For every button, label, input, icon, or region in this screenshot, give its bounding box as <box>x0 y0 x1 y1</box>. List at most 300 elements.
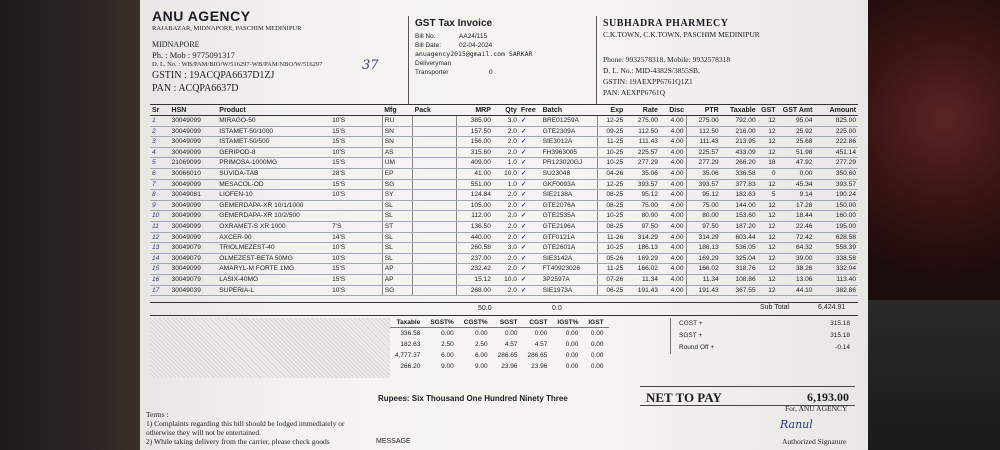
table-cell: SU23048 <box>541 168 597 179</box>
table-cell: 111.43 <box>686 137 721 148</box>
table-cell: 166.02 <box>686 264 721 275</box>
tax-cell: 9.00 <box>474 363 488 370</box>
table-cell: SG <box>382 285 412 296</box>
table-cell: 4.00 <box>660 116 686 127</box>
table-cell: 30049099 <box>170 116 218 127</box>
table-cell: PRIMOSA-1000MG <box>217 158 330 169</box>
table-cell: ✓ <box>519 232 541 243</box>
invoice-title: GST Tax Invoice <box>415 18 493 29</box>
table-cell: ✓ <box>519 221 541 232</box>
table-cell: 350.60 <box>814 168 858 179</box>
table-cell: MIRAGO-50 <box>217 116 330 127</box>
deliveryman-label: Deliveryman <box>415 60 452 67</box>
table-cell: 195.00 <box>814 221 858 232</box>
tax-col-header: CGST% <box>459 318 493 328</box>
table-cell: GTE2076A <box>541 200 597 211</box>
col-header: Taxable <box>721 105 758 116</box>
col-header: PTR <box>686 105 721 116</box>
table-cell: 05-26 <box>597 253 625 264</box>
table-cell: 277.29 <box>814 158 858 169</box>
col-header: Free <box>519 105 541 116</box>
authorized-signature-label: Authorized Signature <box>782 437 847 446</box>
table-cell: 2.0 <box>493 253 519 264</box>
tax-col-header: IGST <box>583 318 608 328</box>
col-header: GST Amt <box>778 105 815 116</box>
table-cell <box>413 211 456 222</box>
table-cell: 169.29 <box>625 253 660 264</box>
table-cell: 314.29 <box>625 232 660 243</box>
table-cell: 16 <box>150 274 170 285</box>
seller-email: anuagency2015@gmail.com SARKAR <box>415 50 533 58</box>
tax-cell: 286.65 <box>497 352 518 359</box>
invoice-paper <box>140 0 868 450</box>
table-cell: 5 <box>150 158 170 169</box>
table-row <box>150 243 858 254</box>
table-cell: 12 <box>758 221 778 232</box>
cgst-value: 315.18 <box>830 320 850 327</box>
table-cell: ✓ <box>519 211 541 222</box>
table-cell: 182.63 <box>721 190 758 201</box>
table-cell: AP <box>382 264 412 275</box>
table-cell: 153.60 <box>721 211 758 222</box>
table-cell: 97.50 <box>625 221 660 232</box>
table-cell: 08-25 <box>597 221 625 232</box>
table-cell: 385.00 <box>456 116 493 127</box>
sgst-label: SGST + <box>679 332 703 339</box>
table-cell: 12 <box>758 274 778 285</box>
table-cell: 12 <box>150 232 170 243</box>
table-cell: SG <box>382 179 412 190</box>
table-cell: 4.00 <box>660 147 686 158</box>
table-cell: ✓ <box>519 158 541 169</box>
term-2: 2) While taking delivery from the carrier, please check goods <box>146 437 330 446</box>
backdrop-right <box>860 0 1000 300</box>
tax-cell: 182.63 <box>400 341 421 348</box>
col-header: HSN <box>170 105 218 116</box>
items-body <box>150 116 858 296</box>
table-cell: 186.13 <box>625 243 660 254</box>
table-row <box>150 147 858 158</box>
table-cell: SL <box>382 200 412 211</box>
col-header: Rate <box>625 105 660 116</box>
net-to-pay-value: 6,193.00 <box>807 390 849 404</box>
table-cell: 536.05 <box>721 243 758 254</box>
table-cell: 440.00 <box>456 232 493 243</box>
tax-cell: 23.96 <box>531 363 548 370</box>
table-cell: 13 <box>150 243 170 254</box>
table-cell: 113.40 <box>814 274 858 285</box>
email-row <box>415 50 595 59</box>
buyer-pan: PAN: AEXPP6761Q <box>603 88 666 97</box>
table-cell: 47.92 <box>778 158 815 169</box>
table-cell: 15'S <box>330 158 382 169</box>
col-header: MRP <box>456 105 493 116</box>
table-cell: 80.00 <box>625 211 660 222</box>
table-cell: SY <box>382 190 412 201</box>
table-cell: 111.43 <box>625 137 660 148</box>
table-cell: 12 <box>758 253 778 264</box>
tax-cell: 0.00 <box>590 330 604 337</box>
seller-pan: PAN : ACQPA6637D <box>152 83 239 94</box>
table-cell: 10.0 <box>493 274 519 285</box>
table-cell <box>413 126 456 137</box>
table-cell: 35.06 <box>686 168 721 179</box>
col-header: Batch <box>541 105 597 116</box>
table-cell: 237.00 <box>456 253 493 264</box>
table-cell: 11-25 <box>597 264 625 275</box>
table-cell: GKF0093A <box>541 179 597 190</box>
table-cell: 10-25 <box>597 211 625 222</box>
table-cell: SUVIDA-TAB <box>217 168 330 179</box>
table-cell: 10 <box>150 211 170 222</box>
tax-cell: 286.65 <box>527 352 548 359</box>
table-cell: 275.00 <box>686 116 721 127</box>
table-cell: 4.00 <box>660 190 686 201</box>
table-cell: 12 <box>758 200 778 211</box>
table-cell: 7 <box>150 179 170 190</box>
table-cell: SIE1973A <box>541 285 597 296</box>
table-cell: 44.10 <box>778 285 815 296</box>
table-cell: 04-26 <box>597 168 625 179</box>
seller-gstin: GSTIN : 19ACQPA6637D1ZJ <box>152 70 275 81</box>
header-divider <box>596 16 597 104</box>
bill-no-label: Bill No. <box>415 33 436 40</box>
table-cell <box>413 253 456 264</box>
table-row <box>150 264 858 275</box>
invoice-meta <box>415 18 595 77</box>
table-cell: 14 <box>150 253 170 264</box>
table-row <box>150 158 858 169</box>
table-cell <box>413 116 456 127</box>
table-cell: 12 <box>758 232 778 243</box>
header-divider <box>408 16 409 104</box>
seller-phone: Ph. : Mob : 9775091317 <box>152 50 235 60</box>
table-cell: 551.00 <box>456 179 493 190</box>
table-cell: 18.44 <box>778 211 815 222</box>
table-cell: 1.0 <box>493 158 519 169</box>
tax-col-header: CGST <box>523 318 553 328</box>
table-cell <box>413 137 456 148</box>
table-cell: 191.43 <box>625 285 660 296</box>
cgst-label: CGST + <box>679 320 703 327</box>
terms-title: Terms : <box>146 410 169 419</box>
table-cell: 225.57 <box>625 147 660 158</box>
table-cell: 4.00 <box>660 274 686 285</box>
tax-cell: 0.00 <box>534 330 548 337</box>
transporter-value: 0 <box>489 69 493 76</box>
totals-rule <box>150 302 858 303</box>
table-cell: 4.00 <box>660 221 686 232</box>
table-cell: 136.50 <box>456 221 493 232</box>
table-cell: 15'S <box>330 274 382 285</box>
backdrop-right-bottom <box>860 300 1000 450</box>
col-header: Exp <box>597 105 625 116</box>
table-cell: 25.68 <box>778 137 815 148</box>
table-cell: 4.00 <box>660 232 686 243</box>
seller-block <box>152 8 407 94</box>
buyer-name: SUBHADRA PHARMECY <box>603 18 729 29</box>
table-cell: 12-25 <box>597 179 625 190</box>
table-cell: 30049099 <box>170 221 218 232</box>
table-cell: 9.14 <box>778 190 815 201</box>
tax-cell: 2.50 <box>474 341 488 348</box>
total-free: 0.0 <box>552 305 562 312</box>
table-cell: 4.00 <box>660 264 686 275</box>
table-cell: FT40923026 <box>541 264 597 275</box>
table-row <box>150 274 858 285</box>
table-cell: ✓ <box>519 200 541 211</box>
table-cell: 12 <box>758 137 778 148</box>
table-cell <box>413 158 456 169</box>
table-cell <box>413 179 456 190</box>
table-row <box>150 200 858 211</box>
table-cell: 30049099 <box>170 232 218 243</box>
table-cell: 112.50 <box>686 126 721 137</box>
net-to-pay-label: NET TO PAY <box>646 390 722 405</box>
table-cell: 275.00 <box>625 116 660 127</box>
table-row <box>150 211 858 222</box>
table-cell: 603.44 <box>721 232 758 243</box>
table-row <box>150 232 858 243</box>
table-cell: 232.42 <box>456 264 493 275</box>
seller-city: MIDNAPORE <box>152 40 200 49</box>
round-off-value: -0.14 <box>835 344 850 351</box>
table-cell: 7'S <box>330 221 382 232</box>
table-cell: 377.83 <box>721 179 758 190</box>
table-cell: 30049099 <box>170 264 218 275</box>
for-company: For, ANU AGENCY <box>785 404 848 413</box>
table-cell: 2.0 <box>493 200 519 211</box>
table-cell: 213.95 <box>721 137 758 148</box>
col-header <box>330 105 382 116</box>
table-cell: 2.0 <box>493 264 519 275</box>
table-cell: ✓ <box>519 168 541 179</box>
table-cell: ST <box>382 221 412 232</box>
table-cell: 4.00 <box>660 168 686 179</box>
table-cell: 10.0 <box>493 168 519 179</box>
table-cell: 156.00 <box>456 137 493 148</box>
tax-cell: 336.58 <box>400 330 421 337</box>
table-cell: 266.20 <box>721 158 758 169</box>
table-cell: 12 <box>758 264 778 275</box>
table-cell: 558.39 <box>814 243 858 254</box>
table-cell: ✓ <box>519 190 541 201</box>
table-cell: 15'S <box>330 179 382 190</box>
signature: Ranul <box>780 418 813 431</box>
table-cell: 30049079 <box>170 243 218 254</box>
table-cell <box>413 168 456 179</box>
handwritten-note: 37 <box>362 58 379 73</box>
tax-cell: 0.00 <box>565 352 579 359</box>
sgst-value: 315.18 <box>830 332 850 339</box>
table-cell: PR123020GJ <box>541 158 597 169</box>
table-cell: AP <box>382 274 412 285</box>
table-cell: ISTAMET-50/1000 <box>217 126 330 137</box>
table-cell: 2 <box>150 126 170 137</box>
table-cell: SN <box>382 137 412 148</box>
tax-header-row <box>390 318 609 328</box>
terms-block <box>146 410 376 446</box>
table-cell: 15'S <box>330 126 382 137</box>
transporter-row <box>415 68 595 77</box>
table-cell: SL <box>382 253 412 264</box>
table-cell: 393.57 <box>686 179 721 190</box>
table-cell: 12 <box>758 116 778 127</box>
table-cell: 108.86 <box>721 274 758 285</box>
table-cell: 4.00 <box>660 158 686 169</box>
table-cell: 10'S <box>330 285 382 296</box>
table-row <box>150 116 858 127</box>
table-cell: 315.60 <box>456 147 493 158</box>
table-cell: 39.00 <box>778 253 815 264</box>
table-row <box>150 190 858 201</box>
table-cell: 06-25 <box>597 285 625 296</box>
tax-cell: 6.00 <box>441 352 454 359</box>
table-cell: 18 <box>758 158 778 169</box>
table-cell: ✓ <box>519 243 541 254</box>
tax-row <box>390 350 609 361</box>
table-cell: 15.12 <box>456 274 493 285</box>
table-cell: 277.29 <box>625 158 660 169</box>
table-cell: 2.0 <box>493 147 519 158</box>
table-cell: AMARYL-M FORTE 1MG <box>217 264 330 275</box>
table-cell: 225.57 <box>686 147 721 158</box>
tax-row <box>390 339 609 350</box>
table-cell: 38.26 <box>778 264 815 275</box>
table-cell: ✓ <box>519 137 541 148</box>
table-cell: SIE2138A <box>541 190 597 201</box>
table-cell <box>330 200 382 211</box>
table-cell: 30049099 <box>170 126 218 137</box>
table-cell: 169.29 <box>686 253 721 264</box>
tax-cell: 0.00 <box>474 330 488 337</box>
net-to-pay-box <box>640 386 855 406</box>
table-cell: 367.55 <box>721 285 758 296</box>
table-cell: 12 <box>758 126 778 137</box>
table-cell: MESACOL-OD <box>217 179 330 190</box>
table-cell: 97.50 <box>686 221 721 232</box>
table-cell: 95.12 <box>686 190 721 201</box>
seller-name: ANU AGENCY <box>152 8 251 24</box>
table-cell: 30049079 <box>170 274 218 285</box>
table-cell: 628.58 <box>814 232 858 243</box>
tax-cell: 4.57 <box>534 341 548 348</box>
table-cell: 11.34 <box>686 274 721 285</box>
table-cell: 144.00 <box>721 200 758 211</box>
table-cell: 187.20 <box>721 221 758 232</box>
table-cell: 124.84 <box>456 190 493 201</box>
table-cell: TRIOLMEZEST-40 <box>217 243 330 254</box>
seller-dl: D. L. No. : WB/PAM/BIO/W/516297-WB/PAM/NBO/W/516297 <box>152 61 323 68</box>
buyer-address: C.K.TOWN, C.K.TOWN, PASCHIM MEDINIPUR <box>603 30 760 39</box>
table-cell: 15'S <box>330 264 382 275</box>
table-cell: ✓ <box>519 285 541 296</box>
table-cell: 12 <box>758 285 778 296</box>
table-cell: FH3963005 <box>541 147 597 158</box>
table-cell: SN <box>382 126 412 137</box>
table-cell: 95.12 <box>625 190 660 201</box>
table-cell: 338.58 <box>814 253 858 264</box>
table-cell: 10-25 <box>597 147 625 158</box>
table-cell: 451.14 <box>814 147 858 158</box>
items-table <box>150 104 858 296</box>
table-cell: 1.0 <box>493 179 519 190</box>
table-cell: 3.0 <box>493 243 519 254</box>
tax-cell: 4,777.37 <box>395 352 421 359</box>
table-cell: 41.00 <box>456 168 493 179</box>
table-cell: ISTAMET-50/500 <box>217 137 330 148</box>
bill-date-value: 02-04-2024 <box>459 42 493 49</box>
table-cell: 08-25 <box>597 190 625 201</box>
table-cell: SL <box>382 232 412 243</box>
gst-summary <box>670 318 850 354</box>
table-row <box>150 137 858 148</box>
bill-no-row <box>415 32 595 41</box>
table-cell: 3P2597A <box>541 274 597 285</box>
tax-cell: 0.00 <box>441 330 454 337</box>
table-cell: 30049039 <box>170 285 218 296</box>
table-cell: ✓ <box>519 179 541 190</box>
table-cell: 4.00 <box>660 253 686 264</box>
hatched-box <box>150 318 390 378</box>
table-cell: 318.76 <box>721 264 758 275</box>
amount-in-words: Rupees: Six Thousand One Hundred Ninety Three <box>378 394 568 403</box>
table-cell: 4.00 <box>660 243 686 254</box>
table-cell: GTE2535A <box>541 211 597 222</box>
table-cell: 4.00 <box>660 126 686 137</box>
tax-body <box>390 328 609 373</box>
table-cell <box>413 264 456 275</box>
table-cell: SL <box>382 243 412 254</box>
table-cell: 825.00 <box>814 116 858 127</box>
table-cell: ✓ <box>519 116 541 127</box>
table-cell: 12 <box>758 147 778 158</box>
transporter-label: Transporter <box>415 69 449 76</box>
table-cell: GEMERDAPA-XR 10/1/1000 <box>217 200 330 211</box>
table-cell: 2.0 <box>493 221 519 232</box>
table-cell: LASIX-40MG <box>217 274 330 285</box>
table-cell: 2.0 <box>493 211 519 222</box>
table-cell: 12 <box>758 179 778 190</box>
table-cell: GTE2309A <box>541 126 597 137</box>
table-cell: 95.04 <box>778 116 815 127</box>
table-cell: 157.50 <box>456 126 493 137</box>
table-cell: 3.0 <box>493 116 519 127</box>
table-cell: 4.00 <box>660 137 686 148</box>
table-cell: 409.00 <box>456 158 493 169</box>
table-cell: 30049099 <box>170 179 218 190</box>
tax-cell: 9.00 <box>441 363 454 370</box>
subtotal-label: Sub Total <box>760 304 790 311</box>
table-cell <box>413 221 456 232</box>
buyer-gstin: GSTIN: 19AEXPP6761Q1Z1 <box>603 77 693 86</box>
table-cell: 393.57 <box>625 179 660 190</box>
round-off-row <box>679 342 850 354</box>
table-cell: 25.92 <box>778 126 815 137</box>
col-header: Mfg <box>382 105 412 116</box>
table-cell: AS <box>382 147 412 158</box>
tax-row <box>390 328 609 340</box>
tax-cell: 4.57 <box>504 341 518 348</box>
tax-summary-table <box>390 318 609 372</box>
tax-col-header: SGST% <box>425 318 458 328</box>
table-cell: 2.0 <box>493 126 519 137</box>
table-cell: ✓ <box>519 264 541 275</box>
table-cell: 2.0 <box>493 232 519 243</box>
backdrop-left <box>0 0 140 450</box>
table-cell: 15 <box>150 264 170 275</box>
table-row <box>150 253 858 264</box>
